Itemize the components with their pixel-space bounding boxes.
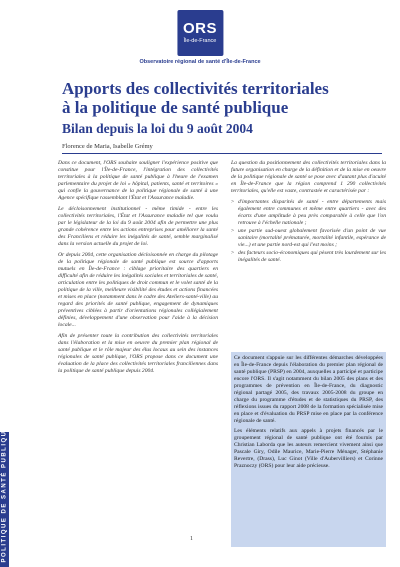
bullet-item: > une partie sud-ouest globalement favorisée d'un point de vue sanitaire (mortalité prématurée, mortalité infantile, espérance de vie...) et une partie nord-est qui l'est moins ; xyxy=(231,228,386,249)
paragraph: La question du positionnement des collectivités territoriales dans la future organisation en charge de la définition et de la mise en oeuvre de la politique régionale de santé se pose avec d'autant plus d'acuité en Île-de-France que la région comprend 1 290 collectivités territoriales, qu'elle est vaste, contrastée et caractérisée par : xyxy=(231,160,386,194)
title-line-2: à la politique de santé publique xyxy=(62,98,289,117)
section-label: POLITIQUE DE SANTÉ PUBLIQUE xyxy=(1,424,8,563)
bullet-item: > d'importantes disparités de santé - entre départements mais également entre communes et même entre quartiers - avec des écarts d'une amplitude à peu près comparable à celle que l'on retrouve à l'échelle nationale ; xyxy=(231,199,386,227)
title-divider xyxy=(62,153,382,154)
right-column xyxy=(231,160,386,265)
paragraph: Le décloisonnement institutionnel - même timide - entre les collectivités territoriales, l'État et l'Assurance maladie tel que voulu par le législateur de la loi du 9 août 2004 afin de permettre une plus grande cohérence entre les actions entreprises pour améliorer la santé des Franciliens et réduire les inégalités de santé, semble marginalisé dans la version actuelle du projet de loi. xyxy=(58,206,218,247)
ors-logo-block xyxy=(139,10,260,65)
document-subtitle: Bilan depuis la loi du 9 août 2004 xyxy=(62,121,253,136)
logo-text: ORS xyxy=(182,20,217,38)
page-number: 1 xyxy=(190,536,193,542)
info-box xyxy=(231,352,386,547)
bullet-item: > des facteurs socio-économiques qui pèsent très lourdement sur les inégalités de santé. xyxy=(231,250,386,264)
paragraph: Or depuis 2004, cette organisation décloisonnée en charge du pilotage de la politique régionale de santé publique est source d'apports mutuels en Île-de-France : ciblage prioritaire des quartiers en difficulté afin de réduire les inégalités sociales et territoriales de santé, articulation entre les politiques de droit commun et le volet santé de la politique de la ville, meilleure visibilité des études et actions financées et mises en place (notamment dans le cadre des Ateliers-santé-ville) au regard des priorités de santé publique, engagement de dynamiques préventives ciblées à partir d'orientations régionales collégialement définies, développement d'une observation pour l'aide à la décision locale... xyxy=(58,252,218,328)
observatory-caption: Observatoire régional de santé d'Île-de-France xyxy=(139,59,261,65)
title-line-1: Apports des collectivités territoriales xyxy=(62,79,329,98)
paragraph: Dans ce document, l'ORS souhaite souligner l'expérience positive que constitue pour l'Île-de-France, l'intégration des collectivités territoriales à la politique de santé publique à l'heure de l'examen parlementaire du projet de loi « hôpital, patients, santé et territoires » qui confie la gouvernance de la politique régionale de santé à une Agence spécifique rassemblant l'État et l'Assurance maladie. xyxy=(58,160,218,201)
paragraph: Afin de présenter toute la contribution des collectivités territoriales dans l'élaboration et la mise en oeuvre du premier plan régional de santé publique et le rôle majeur des élus locaux au sein des instances régionales de santé publique, l'ORS propose dans ce document une évaluation de la place des collectivités territoriales franciliennes dans la politique de santé publique depuis 2004. xyxy=(58,333,218,374)
info-paragraph: Les éléments relatifs aux appels à projets financés par le groupement régional de santé publique ont été fournis par Christian Laborda que les auteurs remercient vivement ainsi que Pascale Giry, Odile Maurice, Marie-Pierre Ménager, Stéphanie Revertre, (Drass), Luc Ginot (Ville d'Aubervilliers) et Corinne Praznoczy (ORS) pour leur aide précieuse. xyxy=(234,428,383,469)
document-title xyxy=(62,79,382,117)
left-column xyxy=(58,160,218,379)
authors: Florence de Maria, Isabelle Grémy xyxy=(62,143,153,150)
bullet-list xyxy=(231,199,386,264)
info-paragraph: Ce document s'appuie sur les différentes démarches développées en Île-de-France depuis l'élaboration du premier plan régional de santé publique (PRSP) en 2004, auxquelles a participé et participe encore l'ORS. Il s'agit notamment du bilan 2005 des plans et des programmes de prévention en Île-de-France, du diagnostic régional partagé 2005, des travaux 2005-2008 du groupe en charge du programme d'études et de statistiques du PRSP, des réflexions issues du rapport 2008 de la formation spécialisée mise en place et d'évaluation du PRSP mise en place par la conférence régionale de santé. xyxy=(234,355,383,424)
logo-subtext: Île-de-France xyxy=(183,38,217,45)
ors-logo xyxy=(177,10,223,56)
